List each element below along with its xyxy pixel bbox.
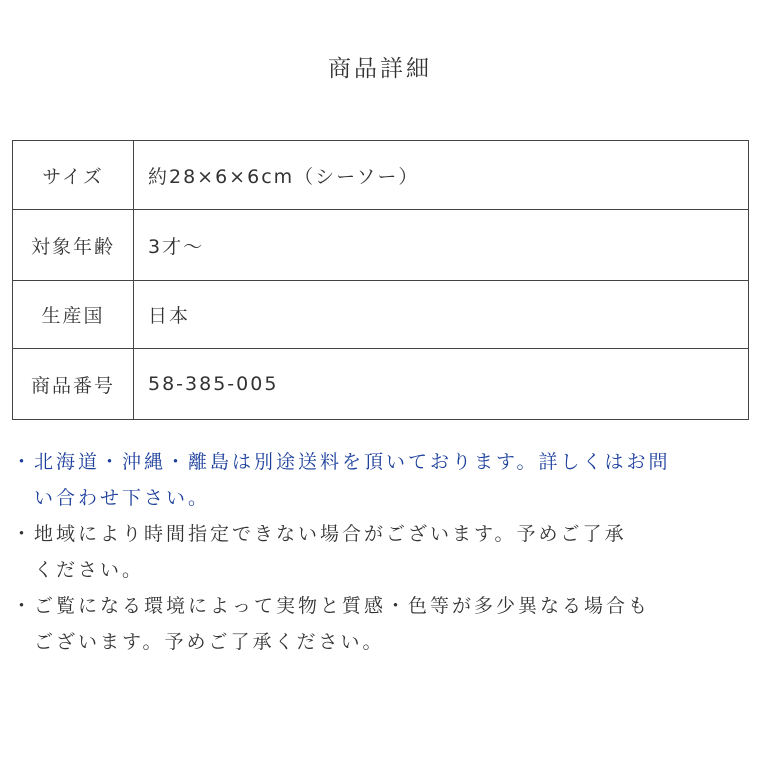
- spec-value-country: 日本: [134, 281, 749, 349]
- spec-value-product-number: 58-385-005: [134, 349, 749, 420]
- note-bullet: ・: [12, 595, 35, 617]
- note-line: い合わせ下さい。: [34, 487, 211, 509]
- spec-table: [12, 140, 749, 420]
- note-line: 地域により時間指定できない場合がございます。予めご了承: [34, 523, 627, 545]
- note-appearance: [12, 588, 752, 660]
- note-bullet: ・: [12, 523, 35, 545]
- notes: [12, 444, 752, 660]
- spec-value-age: 3才～: [134, 210, 749, 281]
- page-title: 商品詳細: [328, 56, 432, 82]
- spec-label-age: 対象年齢: [13, 210, 134, 281]
- table-row: [13, 141, 749, 210]
- spec-label-product-number: 商品番号: [13, 349, 134, 420]
- note-delivery-time: [12, 516, 752, 588]
- note-line: ください。: [34, 559, 145, 581]
- spec-label-size: サイズ: [13, 141, 134, 210]
- note-line: ございます。予めご了承ください。: [34, 631, 385, 653]
- note-line: ご覧になる環境によって実物と質感・色等が多少異なる場合も: [34, 595, 651, 617]
- note-shipping: [12, 444, 752, 516]
- spec-value-size: 約28×6×6cm（シーソー）: [134, 141, 749, 210]
- table-row: [13, 349, 749, 420]
- table-row: [13, 210, 749, 281]
- spec-label-country: 生産国: [13, 281, 134, 349]
- note-bullet: ・: [12, 451, 35, 473]
- table-row: [13, 281, 749, 349]
- note-line: 北海道・沖縄・離島は別途送料を頂いております。詳しくはお問: [34, 451, 671, 473]
